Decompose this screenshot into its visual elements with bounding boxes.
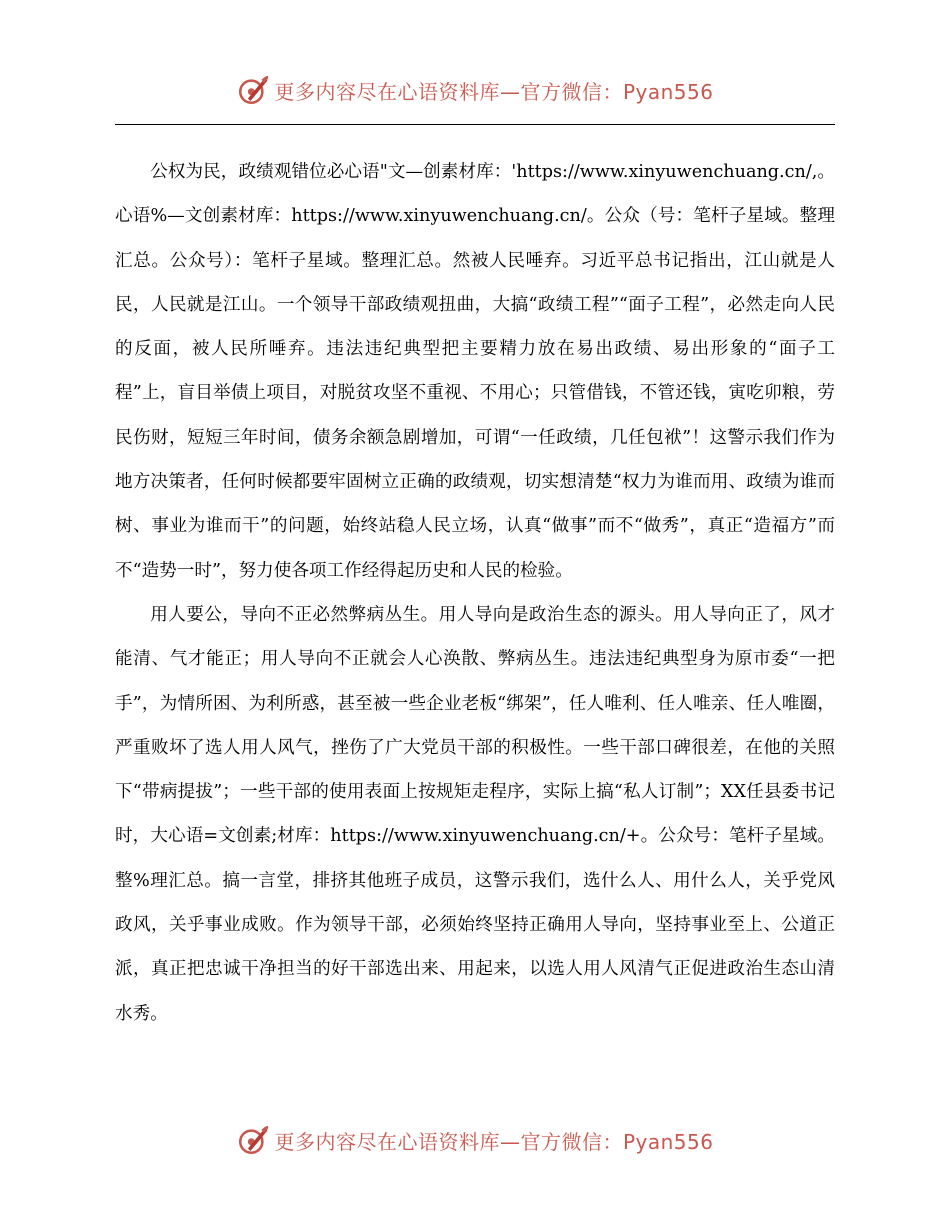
quill-logo-icon (236, 73, 270, 107)
header-banner (0, 68, 950, 112)
footer-banner-text: 更多内容尽在心语资料库—官方微信：Pyan556 (274, 1129, 714, 1154)
header-banner-text: 更多内容尽在心语资料库—官方微信：Pyan556 (274, 79, 714, 104)
footer-banner (0, 1118, 950, 1162)
paragraph-2: 用人要公，导向不正必然弊病丛生。用人导向是政治生态的源头。用人导向正了，风才能清、气才能正；用人导向不正就会人心涣散、弊病丛生。违法违纪典型身为原市委“一把手”，为情所困、为利所惑，甚至被一些企业老板“绑架”，任人唯利、任人唯亲、任人唯圈，严重败坏了选人用人风气，挫伤了广大党员干部的积极性。一些干部口碑很差，在他的关照下“带病提拔”；一些干部的使用表面上按规矩走程序，实际上搞“私人订制”；XX任县委书记时，大心语=文创素;材库：https://www.xinyuwenchuang.cn/+。公众号：笔杆子星域。整%理汇总。搞一言堂，排挤其他班子成员，这警示我们，选什么人、用什么人，关乎党风政风，关乎事业成败。作为领导干部，必须始终坚持正确用人导向，坚持事业至上、公道正派，真正把忠诚干净担当的好干部选出来、用起来，以选人用人风清气正促进政治生态山清水秀。 (115, 604, 835, 1024)
quill-logo-icon (236, 1123, 270, 1157)
document-body (115, 150, 835, 1036)
header-divider (115, 124, 835, 125)
paragraph-1: 公权为民，政绩观错位必心语"文—创素材库：'https://www.xinyuwenchuang.cn/,。心语%—文创素材库：https://www.xinyuwenchuang.cn/。公众（号：笔杆子星域。整理汇总。公众号）：笔杆子星域。整理汇总。然被人民唾弃。习近平总书记指出，江山就是人民，人民就是江山。一个领导干部政绩观扭曲，大搞“政绩工程”“面子工程”，必然走向人民的反面，被人民所唾弃。违法违纪典型把主要精力放在易出政绩、易出形象的“面子工程”上，盲目举债上项目，对脱贫攻坚不重视、不用心；只管借钱，不管还钱，寅吃卯粮，劳民伤财，短短三年时间，债务余额急剧增加，可谓“一任政绩，几任包袱”！这警示我们作为地方决策者，任何时候都要牢固树立正确的政绩观，切实想清楚“权力为谁而用、政绩为谁而树、事业为谁而干”的问题，始终站稳人民立场，认真“做事”而不“做秀”，真正“造福方”而不“造势一时”，努力使各项工作经得起历史和人民的检验。 (115, 162, 835, 581)
